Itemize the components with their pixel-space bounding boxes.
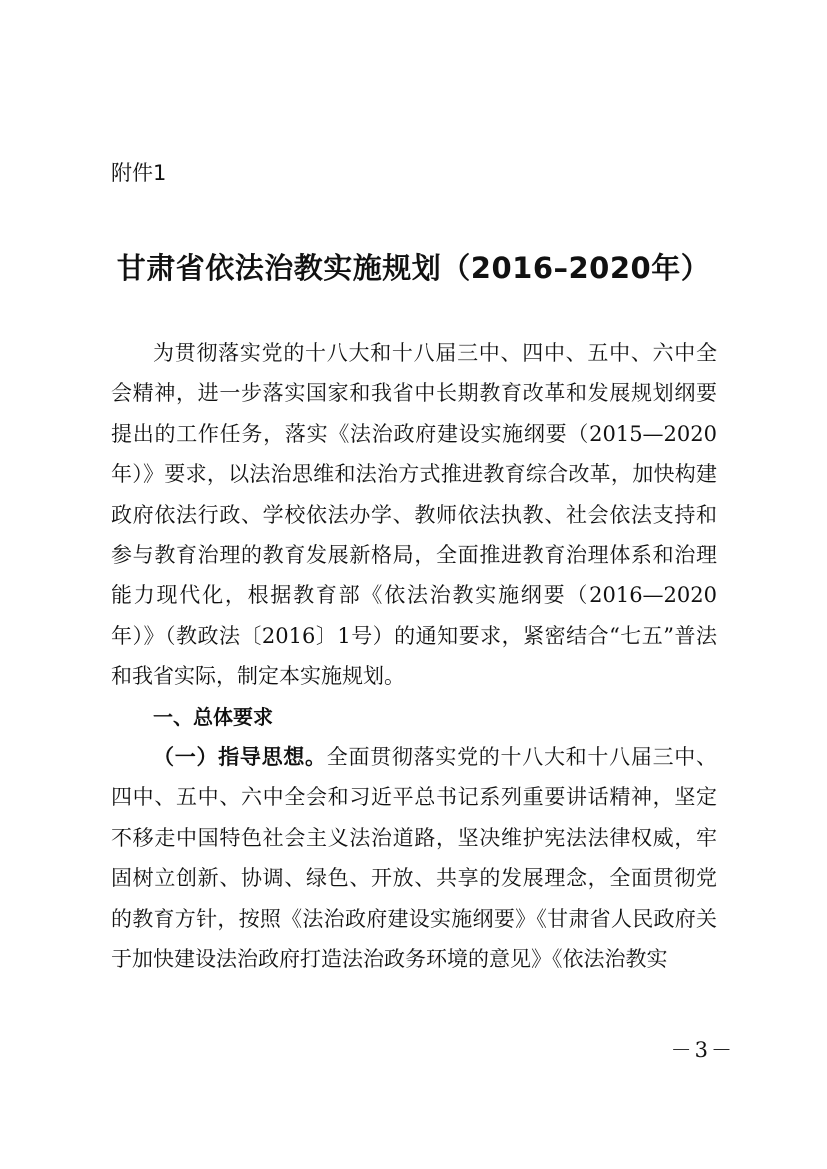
subsection-text: 全面贯彻落实党的十八大和十八届三中、四中、五中、六中全会和习近平总书记系列重要讲话精神，坚定不移走中国特色社会主义法治道路，坚决维护宪法法律权威，牢固树立创新、协调、绿色、开放、共享的发展理念，全面贯彻党的教育方针，按照《法治政府建设实施纲要》《甘肃省人民政府关于加快建设法治政府打造法治政务环境的意见》《依法治教实 — [111, 745, 718, 972]
guiding-ideology-paragraph — [111, 737, 717, 979]
page-number: －3－ — [670, 1038, 735, 1062]
attachment-label: 附件1 — [111, 161, 167, 185]
intro-paragraph: 为贯彻落实党的十八大和十八届三中、四中、五中、六中全会精神，进一步落实国家和我省中长期教育改革和发展规划纲要提出的工作任务，落实《法治政府建设实施纲要（2015—2020年）》要求，以法治思维和法治方式推进教育综合改革，加快构建政府依法行政、学校依法办学、教师依法执教、社会依法支持和参与教育治理的教育发展新格局，全面推进教育治理体系和治理能力现代化，根据教育部《依法治教实施纲要（2016—2020年）》（教政法〔2016〕1号）的通知要求，紧密结合“七五”普法和我省实际，制定本实施规划。 — [111, 341, 717, 689]
document-title: 甘肃省依法治教实施规划（2016–2020年） — [116, 251, 711, 285]
section-heading: 一、总体要求 — [153, 704, 273, 729]
subsection-label: （一）指导思想。 — [153, 745, 327, 770]
document-body — [111, 333, 717, 980]
